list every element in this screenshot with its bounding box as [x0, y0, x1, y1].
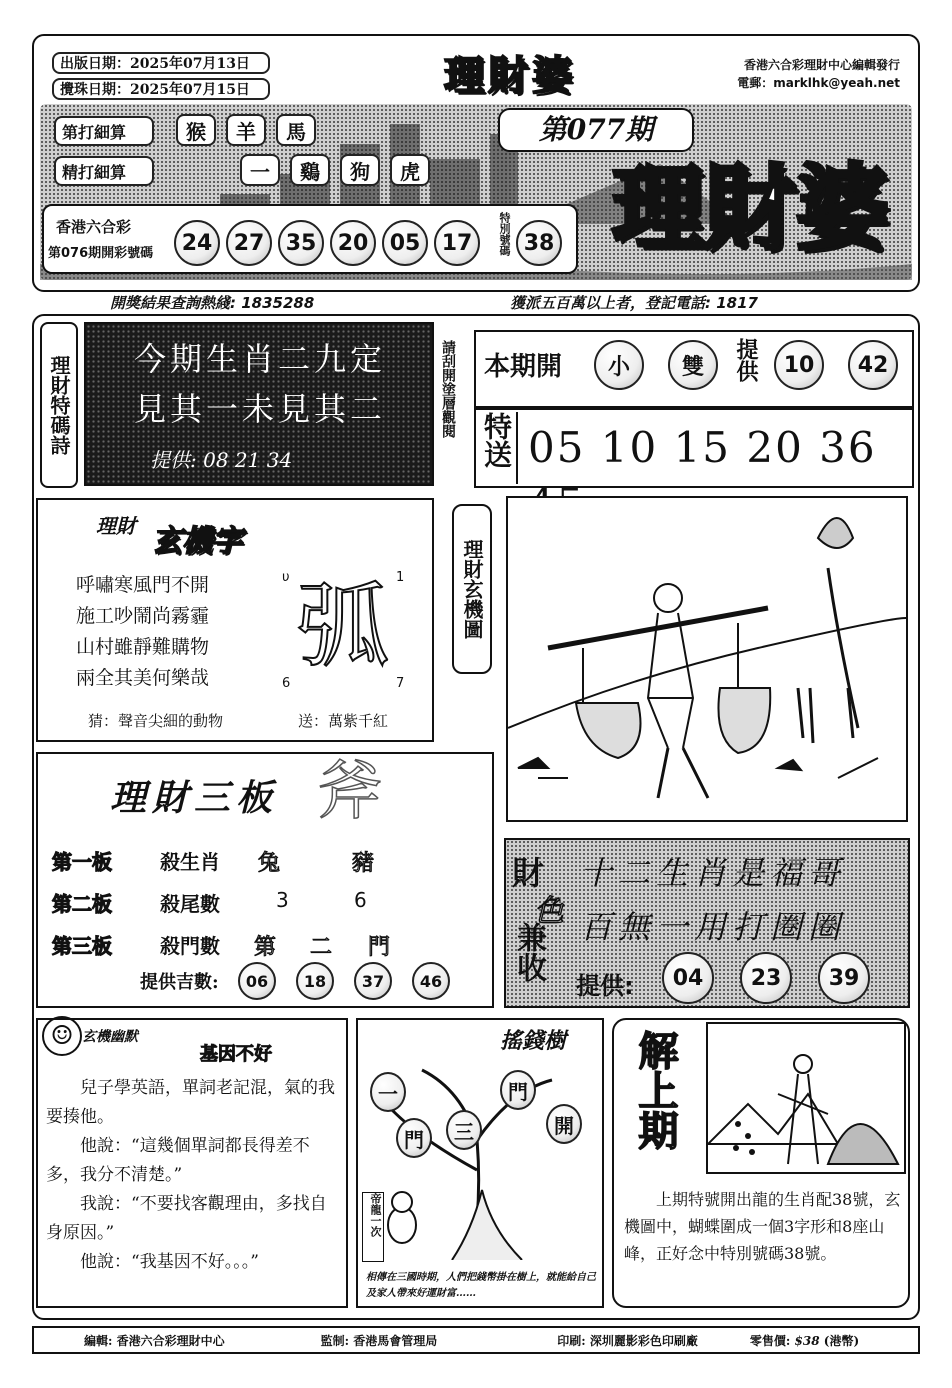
results-subtitle: 第076期開彩號碼 — [48, 246, 154, 261]
riddle-line: 山村雖靜難購物 — [76, 636, 210, 658]
logo-big: 理財婆 — [611, 154, 888, 262]
board-name: 第一板 — [52, 850, 112, 874]
zodiac-row-2 — [240, 154, 440, 188]
footer-supervisor: 監制: 香港馬會管理局 — [320, 1333, 438, 1348]
lucky-label: 提供吉數: — [140, 972, 219, 993]
riddle-corner-tr: 1 — [396, 570, 405, 585]
board-label: 殺門數 — [160, 934, 220, 958]
riddle-line: 施工吵鬧尚霧霾 — [76, 605, 210, 627]
riddle-corner-bl: 6 — [282, 676, 291, 691]
money-tree-caption: 相傳在三國時期，人們把錢幣掛在樹上，就能給自己及家人帶來好運財富…… — [366, 1272, 596, 1299]
footer-editor: 編輯: 香港六合彩理財中心 — [84, 1333, 225, 1348]
zodiac-cell: 一 — [240, 154, 280, 186]
board-value: 兔 — [258, 851, 281, 876]
money-tree-badge: 帝龍一次 — [362, 1192, 384, 1262]
open-provide-label: 提供 — [733, 338, 759, 382]
board-label: 殺生肖 — [160, 850, 220, 874]
humor-paragraph: 我說：“不要找客觀理由，多找自身原因。” — [46, 1194, 327, 1243]
special-label: 特別號碼 — [498, 212, 511, 256]
money-fruit: 門 — [500, 1070, 536, 1110]
board-name: 第三板 — [52, 934, 112, 958]
riddle-brand: 理財 — [96, 514, 136, 538]
puzzle-picture — [506, 496, 908, 822]
fortune-side-top: 財 — [512, 854, 545, 892]
last-issue-picture — [706, 1022, 906, 1174]
open-num-1: 10 — [774, 340, 824, 390]
poem-line-1: 今期生肖二九定 — [133, 340, 386, 378]
result-ball: 27 — [226, 220, 272, 266]
three-boards-axe: 斧 — [318, 755, 382, 829]
poem-side-label: 理財特碼詩 — [40, 322, 78, 488]
fortune-ball: 23 — [740, 952, 792, 1004]
result-ball: 20 — [330, 220, 376, 266]
result-ball: 17 — [434, 220, 480, 266]
riddle-glyph: 弧 — [296, 573, 389, 680]
board-value: 第 — [254, 935, 277, 960]
picture-label: 理財玄機圖 — [452, 504, 492, 674]
winner-phone: 獲派五百萬以上者，登記電話: 1817 — [510, 294, 758, 312]
publish-date: 出版日期： 2025年07月13日 — [52, 52, 270, 74]
fortune-ball: 39 — [818, 952, 870, 1004]
footer-printer: 印刷: 深圳麗影彩色印刷廠 — [557, 1333, 698, 1348]
result-ball: 35 — [278, 220, 324, 266]
board-row — [48, 888, 468, 920]
footer — [32, 1326, 920, 1354]
open-label: 本期開 — [484, 352, 563, 382]
riddle-line: 兩全其美何樂哉 — [76, 667, 210, 689]
zodiac-cell: 猴 — [176, 114, 216, 146]
riddle-title: 玄機字 — [152, 524, 242, 559]
board-row — [48, 930, 468, 962]
board-value: 6 — [354, 888, 367, 912]
lucky-ball: 46 — [412, 962, 450, 1000]
humor-title: 基因不好 — [200, 1044, 272, 1065]
riddle-corner-tl: υ — [282, 570, 290, 585]
money-fruit: 一 — [370, 1072, 406, 1112]
lucky-ball: 06 — [238, 962, 276, 1000]
results-title: 香港六合彩 — [56, 218, 132, 236]
lucky-ball: 37 — [354, 962, 392, 1000]
humor-paragraph: 他說：“我基因不好。。。” — [80, 1252, 259, 1272]
poem-line-2: 見其一未見其二 — [133, 390, 386, 428]
humor-header: 玄機幽默 — [82, 1029, 138, 1045]
lucky-ball: 18 — [296, 962, 334, 1000]
money-fruit: 開 — [546, 1104, 582, 1144]
special-ball: 38 — [516, 220, 562, 266]
fortune-line-2: 百無一用打圈圈 — [580, 908, 847, 946]
fortune-side-mid: 色 — [534, 894, 564, 929]
result-ball: 24 — [174, 220, 220, 266]
fortune-ball: 04 — [662, 952, 714, 1004]
board-row — [48, 846, 468, 878]
fortune-side-bot: 兼收 — [511, 922, 546, 982]
zodiac-cell: 馬 — [276, 114, 316, 146]
last-issue-text: 上期特號開出龍的生肖配38號，玄機圖中，蝴蝶圍成一個3字形和8座山峰，正好念中特別號碼38號。 — [624, 1190, 901, 1263]
cartoon-face-icon: ☺ — [42, 1016, 82, 1056]
issue-number: 第077期 — [498, 108, 694, 152]
riddle-line: 呼嘯寒風門不開 — [76, 574, 210, 596]
zodiac-row-1 — [176, 114, 316, 148]
butterfly-mountain-illustration — [708, 1024, 904, 1172]
humor-paragraph: 兒子學英語，單詞老記混，氣的我要揍他。 — [46, 1078, 335, 1127]
riddle-gift: 送：萬紫千紅 — [298, 712, 389, 730]
board-value: 門 — [368, 935, 391, 960]
result-ball: 05 — [382, 220, 428, 266]
humor-paragraph: 他說：“這幾個單詞都長得差不多，我分不清楚。” — [46, 1136, 310, 1185]
riddle-lines — [76, 570, 276, 696]
zodiac-title-1: 第打細算 — [54, 116, 154, 146]
board-value: 豬 — [352, 851, 375, 876]
riddle-guess: 猜：聲音尖細的動物 — [88, 712, 224, 730]
draw-date: 攪珠日期： 2025年07月15日 — [52, 78, 270, 100]
humor-body — [46, 1074, 342, 1298]
zodiac-cell: 鷄 — [290, 154, 330, 186]
hotline: 開獎結果查詢熱綫: 1835288 — [110, 294, 315, 312]
fortune-line-1: 十二生肖是福哥 — [580, 854, 847, 892]
riddle-corner-br: 7 — [396, 676, 405, 691]
scratch-note: 請刮開塗層觀閱 — [440, 340, 456, 438]
money-tree-title: 搖錢樹 — [500, 1028, 567, 1054]
open-tag-double: 雙 — [668, 340, 718, 390]
fortune-provide-label: 提供: — [576, 972, 634, 1000]
footer-price: 零售價: $38 (港幣) — [749, 1333, 860, 1348]
publisher-line: 香港六合彩理財中心編輯發行 電郵：marklhk@yeah.net — [737, 58, 900, 90]
gift-numbers: 05 10 15 20 36 — [528, 423, 877, 472]
board-value: 二 — [310, 935, 333, 960]
board-value: 3 — [276, 888, 289, 912]
three-boards-title: 理財三板 — [110, 777, 279, 819]
open-tag-small: 小 — [594, 340, 644, 390]
money-fruit: 門 — [396, 1118, 432, 1158]
last-issue-title: 解上期 — [632, 1030, 679, 1150]
peasant-carrying-baskets-illustration — [508, 498, 906, 820]
logo-small: 理財婆 — [444, 52, 576, 99]
zodiac-cell: 虎 — [390, 154, 430, 186]
money-fruit: 三 — [446, 1110, 482, 1150]
open-num-2: 42 — [848, 340, 898, 390]
zodiac-title-2: 精打細算 — [54, 156, 154, 186]
zodiac-cell: 羊 — [226, 114, 266, 146]
poem-provide: 提供: 08 21 34 — [150, 448, 293, 472]
board-name: 第二板 — [52, 892, 112, 916]
board-label: 殺尾數 — [160, 892, 220, 916]
zodiac-cell: 狗 — [340, 154, 380, 186]
gift-label: 特送 — [478, 412, 518, 484]
